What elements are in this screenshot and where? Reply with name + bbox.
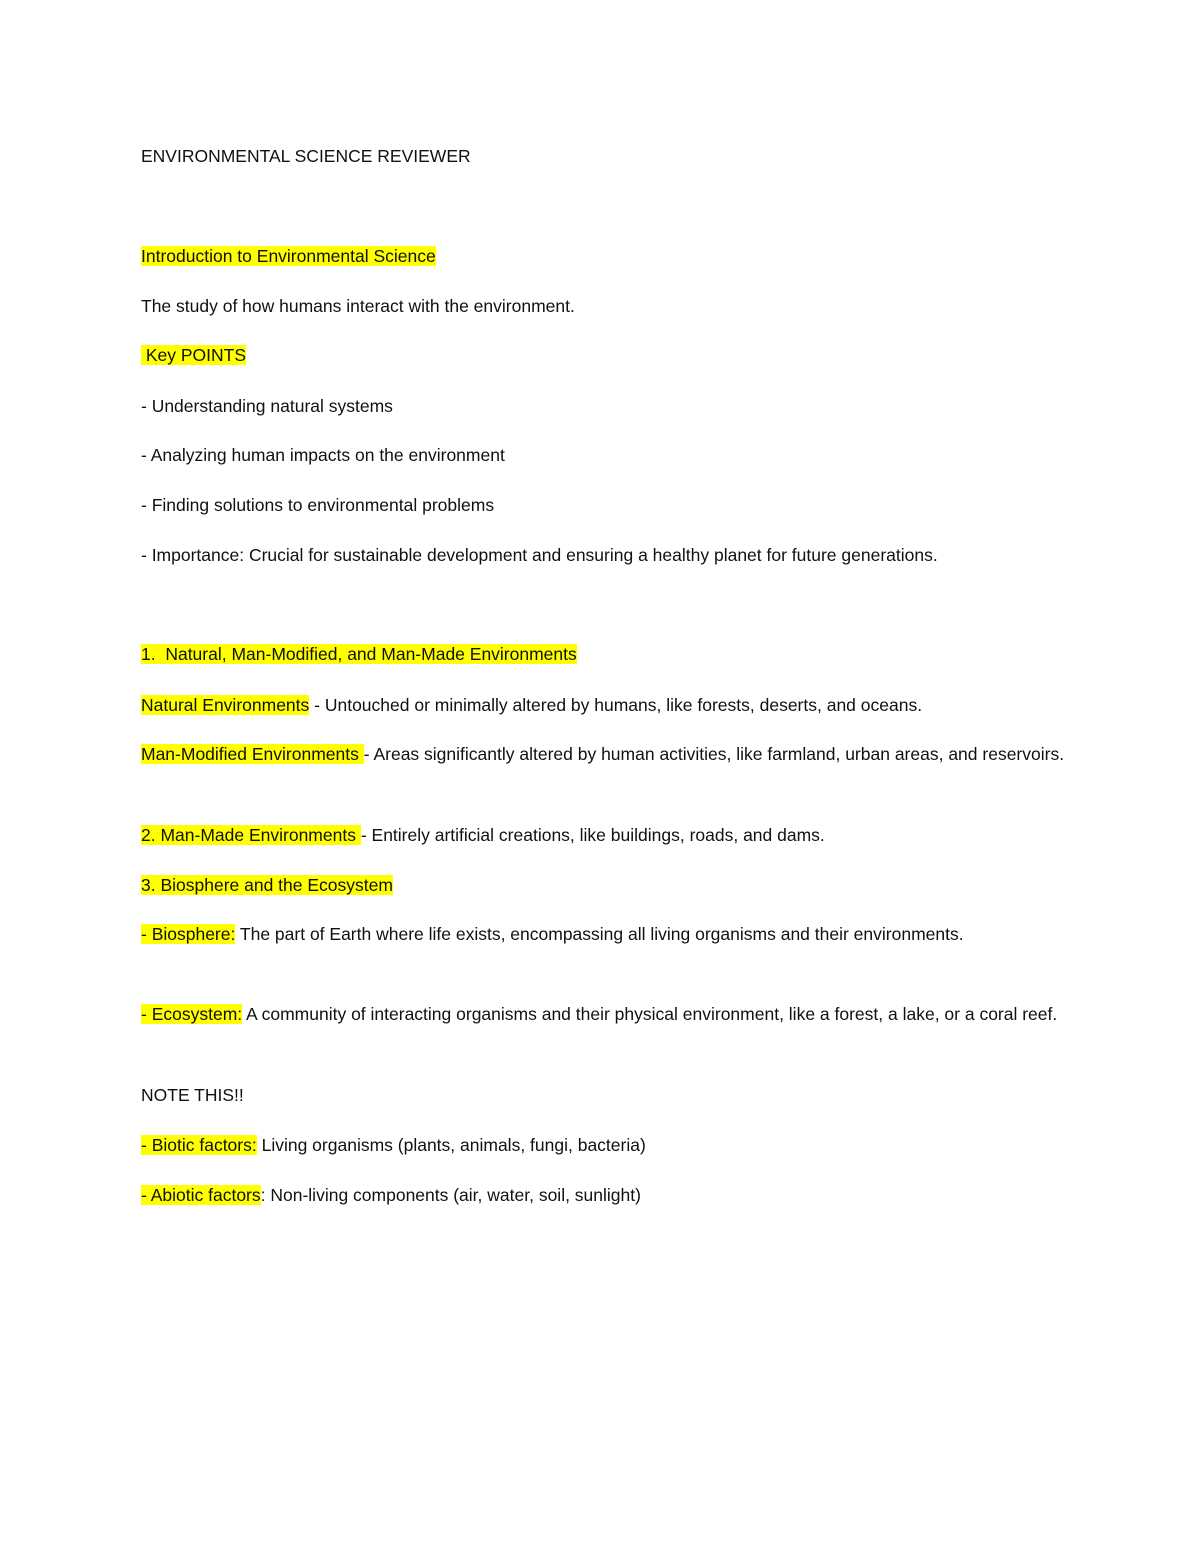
abiotic-factors-entry (141, 1183, 641, 1207)
intro-heading-text: Introduction to Environmental Science (141, 246, 436, 266)
key-points-heading (141, 343, 246, 367)
section3-heading (141, 873, 393, 897)
key-point-item: - Analyzing human impacts on the environment (141, 445, 505, 465)
natural-environments-text: - Untouched or minimally altered by humans, like forests, deserts, and oceans. (309, 695, 923, 715)
key-point-item: - Understanding natural systems (141, 396, 393, 416)
man-modified-environments-term: Man-Modified Environments (141, 744, 364, 764)
man-made-environments-entry (141, 823, 825, 847)
key-point-item: - Importance: Crucial for sustainable development and ensuring a healthy planet for future generations. (141, 545, 938, 565)
man-modified-environments-text: - Areas significantly altered by human activities, like farmland, urban areas, and reservoirs. (363, 744, 1065, 764)
ecosystem-term: - Ecosystem: (141, 1004, 243, 1024)
biosphere-term: - Biosphere: (141, 924, 236, 944)
biotic-factors-entry (141, 1133, 646, 1157)
intro-definition: The study of how humans interact with the environment. (141, 296, 575, 316)
ecosystem-entry (141, 999, 1071, 1030)
section3-heading-text: 3. Biosphere and the Ecosystem (141, 875, 393, 895)
key-points-heading-text: Key POINTS (141, 345, 247, 365)
section1-heading (141, 642, 577, 666)
man-modified-environments-entry (141, 739, 1071, 770)
intro-heading (141, 244, 436, 268)
man-made-environments-term: 2. Man-Made Environments (141, 825, 361, 845)
biotic-factors-term: - Biotic factors: (141, 1135, 257, 1155)
key-point-item: - Finding solutions to environmental problems (141, 495, 495, 515)
abiotic-factors-term: - Abiotic factors (141, 1185, 261, 1205)
biosphere-text: The part of Earth where life exists, encompassing all living organisms and their environments. (235, 924, 964, 944)
man-made-environments-text: - Entirely artificial creations, like buildings, roads, and dams. (360, 825, 825, 845)
biosphere-entry (141, 919, 1071, 950)
note-label: NOTE THIS!! (141, 1085, 244, 1105)
abiotic-factors-text: : Non-living components (air, water, soil, sunlight) (260, 1185, 641, 1205)
document-title: ENVIRONMENTAL SCIENCE REVIEWER (141, 146, 471, 166)
biotic-factors-text: Living organisms (plants, animals, fungi, bacteria) (256, 1135, 646, 1155)
ecosystem-text: A community of interacting organisms and their physical environment, like a forest, a lake, or a coral reef. (242, 1004, 1058, 1024)
natural-environments-entry (141, 693, 922, 717)
section1-heading-text: 1. Natural, Man-Modified, and Man-Made Environments (141, 644, 577, 664)
natural-environments-term: Natural Environments (141, 695, 310, 715)
